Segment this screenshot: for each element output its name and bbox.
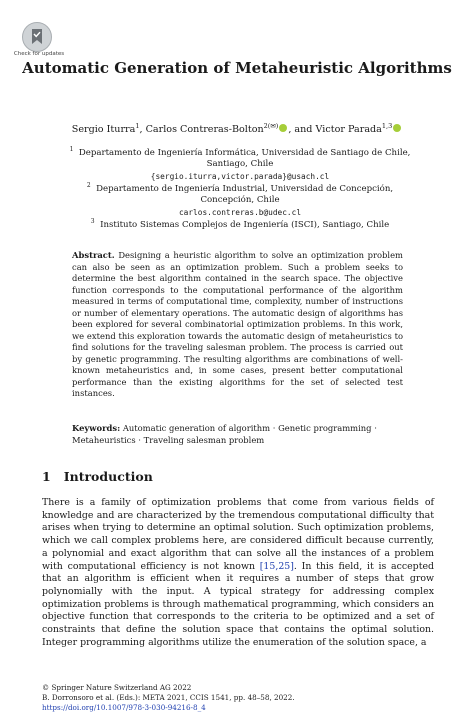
- affiliation-line: Concepción, Chile: [200, 195, 280, 206]
- keywords-text: Automatic generation of algorithm · Genetic programming · Metaheuristics · Traveling salesman problem: [72, 423, 377, 445]
- abstract: [72, 250, 403, 400]
- author-name: Victor Parada: [315, 124, 382, 136]
- badge-label: Check for updates: [13, 51, 65, 57]
- citation-line: B. Dorronsoro et al. (Eds.): META 2021, CCIS 1541, pp. 48–58, 2022.: [42, 692, 295, 702]
- affiliation-email[interactable]: {sergio.iturra,victor.parada}@usach.cl: [150, 171, 330, 181]
- footer: [42, 683, 295, 712]
- body-text: . In this field, it is accepted that an algorithm is efficient when it requires a number of steps that grow polynomially with the input. A typical strategy for addressing complex optimization problems is through mathematical programming, which considers an objective function that corresponds to the criteria to be optimized and a set of constraints that define the solution space that contains the optimal solution. Integer programming algorithms utilize the enumeration of the solution space, a: [42, 560, 435, 648]
- section-title: Introduction: [63, 469, 153, 484]
- paper-title: Automatic Generation of Metaheuristic Algorithms: [22, 59, 452, 77]
- section-number: 1: [42, 469, 51, 484]
- copyright-line: © Springer Nature Switzerland AG 2022: [42, 683, 192, 692]
- orcid-icon[interactable]: [393, 124, 401, 132]
- keywords: [72, 423, 403, 446]
- affiliation-2: [40, 180, 440, 219]
- affiliation-line: Departamento de Ingeniería Informática, Universidad de Santiago de Chile,: [78, 147, 411, 158]
- keywords-label: Keywords:: [72, 423, 121, 433]
- author-list: Sergio Iturra$^1$, Carlos Contreras-Bolton$^{2(✉)}$ , and Victor Parada$^{1,3}$: [0, 120, 474, 136]
- affiliation-sup: 2: [86, 182, 91, 189]
- body-paragraph: [42, 497, 434, 649]
- body-text: There is a family of optimization problems that come from various fields of knowledge and are characterized by the tremendous computational difficulty that arises when trying to determine an optimal solution. Such optimization problems, which we call complex problems here, are considered difficult because currently, a polynomial and exact algorithm that can solve all the instances of a problem with computational efficiency is not known: [42, 497, 434, 572]
- author-sup: 1,3: [381, 122, 393, 130]
- author-separator: , and: [288, 124, 316, 136]
- section-heading: [42, 469, 153, 484]
- abstract-label: Abstract.: [72, 250, 115, 260]
- affiliation-1: [40, 144, 440, 183]
- citation-link[interactable]: [15,25]: [259, 560, 294, 572]
- affiliation-line: Instituto Sistemas Complejos de Ingeniería (ISCI), Santiago, Chile: [100, 219, 390, 230]
- affiliation-line: Departamento de Ingeniería Industrial, Universidad de Concepción,: [96, 183, 394, 194]
- doi-link[interactable]: https://doi.org/10.1007/978-3-030-94216-8_4: [42, 702, 206, 712]
- abstract-text: Designing a heuristic algorithm to solve an optimization problem can also be seen as an optimization problem. Such a problem seeks to determine the best algorithm contained in the search space. The objective function corresponds to the computational performance of the algorithm measured in terms of computational time, complexity, number of instructions or number of elementary operations. The automatic design of algorithms has been explored for several combinatorial optimization problems. In this work, we extend this exploration towards the automatic design of metaheuristics to find solutions for the traveling salesman problem. The process is carried out by genetic programming. The resulting algorithms are combinations of well-known metaheuristics and, in some cases, present better computational performance than the existing algorithms for the set of selected test instances.: [72, 250, 403, 398]
- author-sup: 2(✉): [263, 122, 279, 130]
- affiliation-sup: 1: [69, 146, 74, 153]
- author-name: Carlos Contreras-Bolton: [145, 124, 264, 136]
- affiliation-email[interactable]: carlos.contreras.b@udec.cl: [178, 207, 302, 217]
- orcid-icon[interactable]: [279, 124, 287, 132]
- affiliation-line: Santiago, Chile: [206, 159, 274, 170]
- author-sup: 1: [135, 122, 140, 130]
- bookmark-icon: [30, 28, 44, 45]
- affiliation-3: [40, 216, 440, 231]
- affiliation-sup: 3: [90, 218, 95, 225]
- badge-circle: [22, 22, 52, 52]
- author-name: Sergio Iturra: [71, 124, 136, 136]
